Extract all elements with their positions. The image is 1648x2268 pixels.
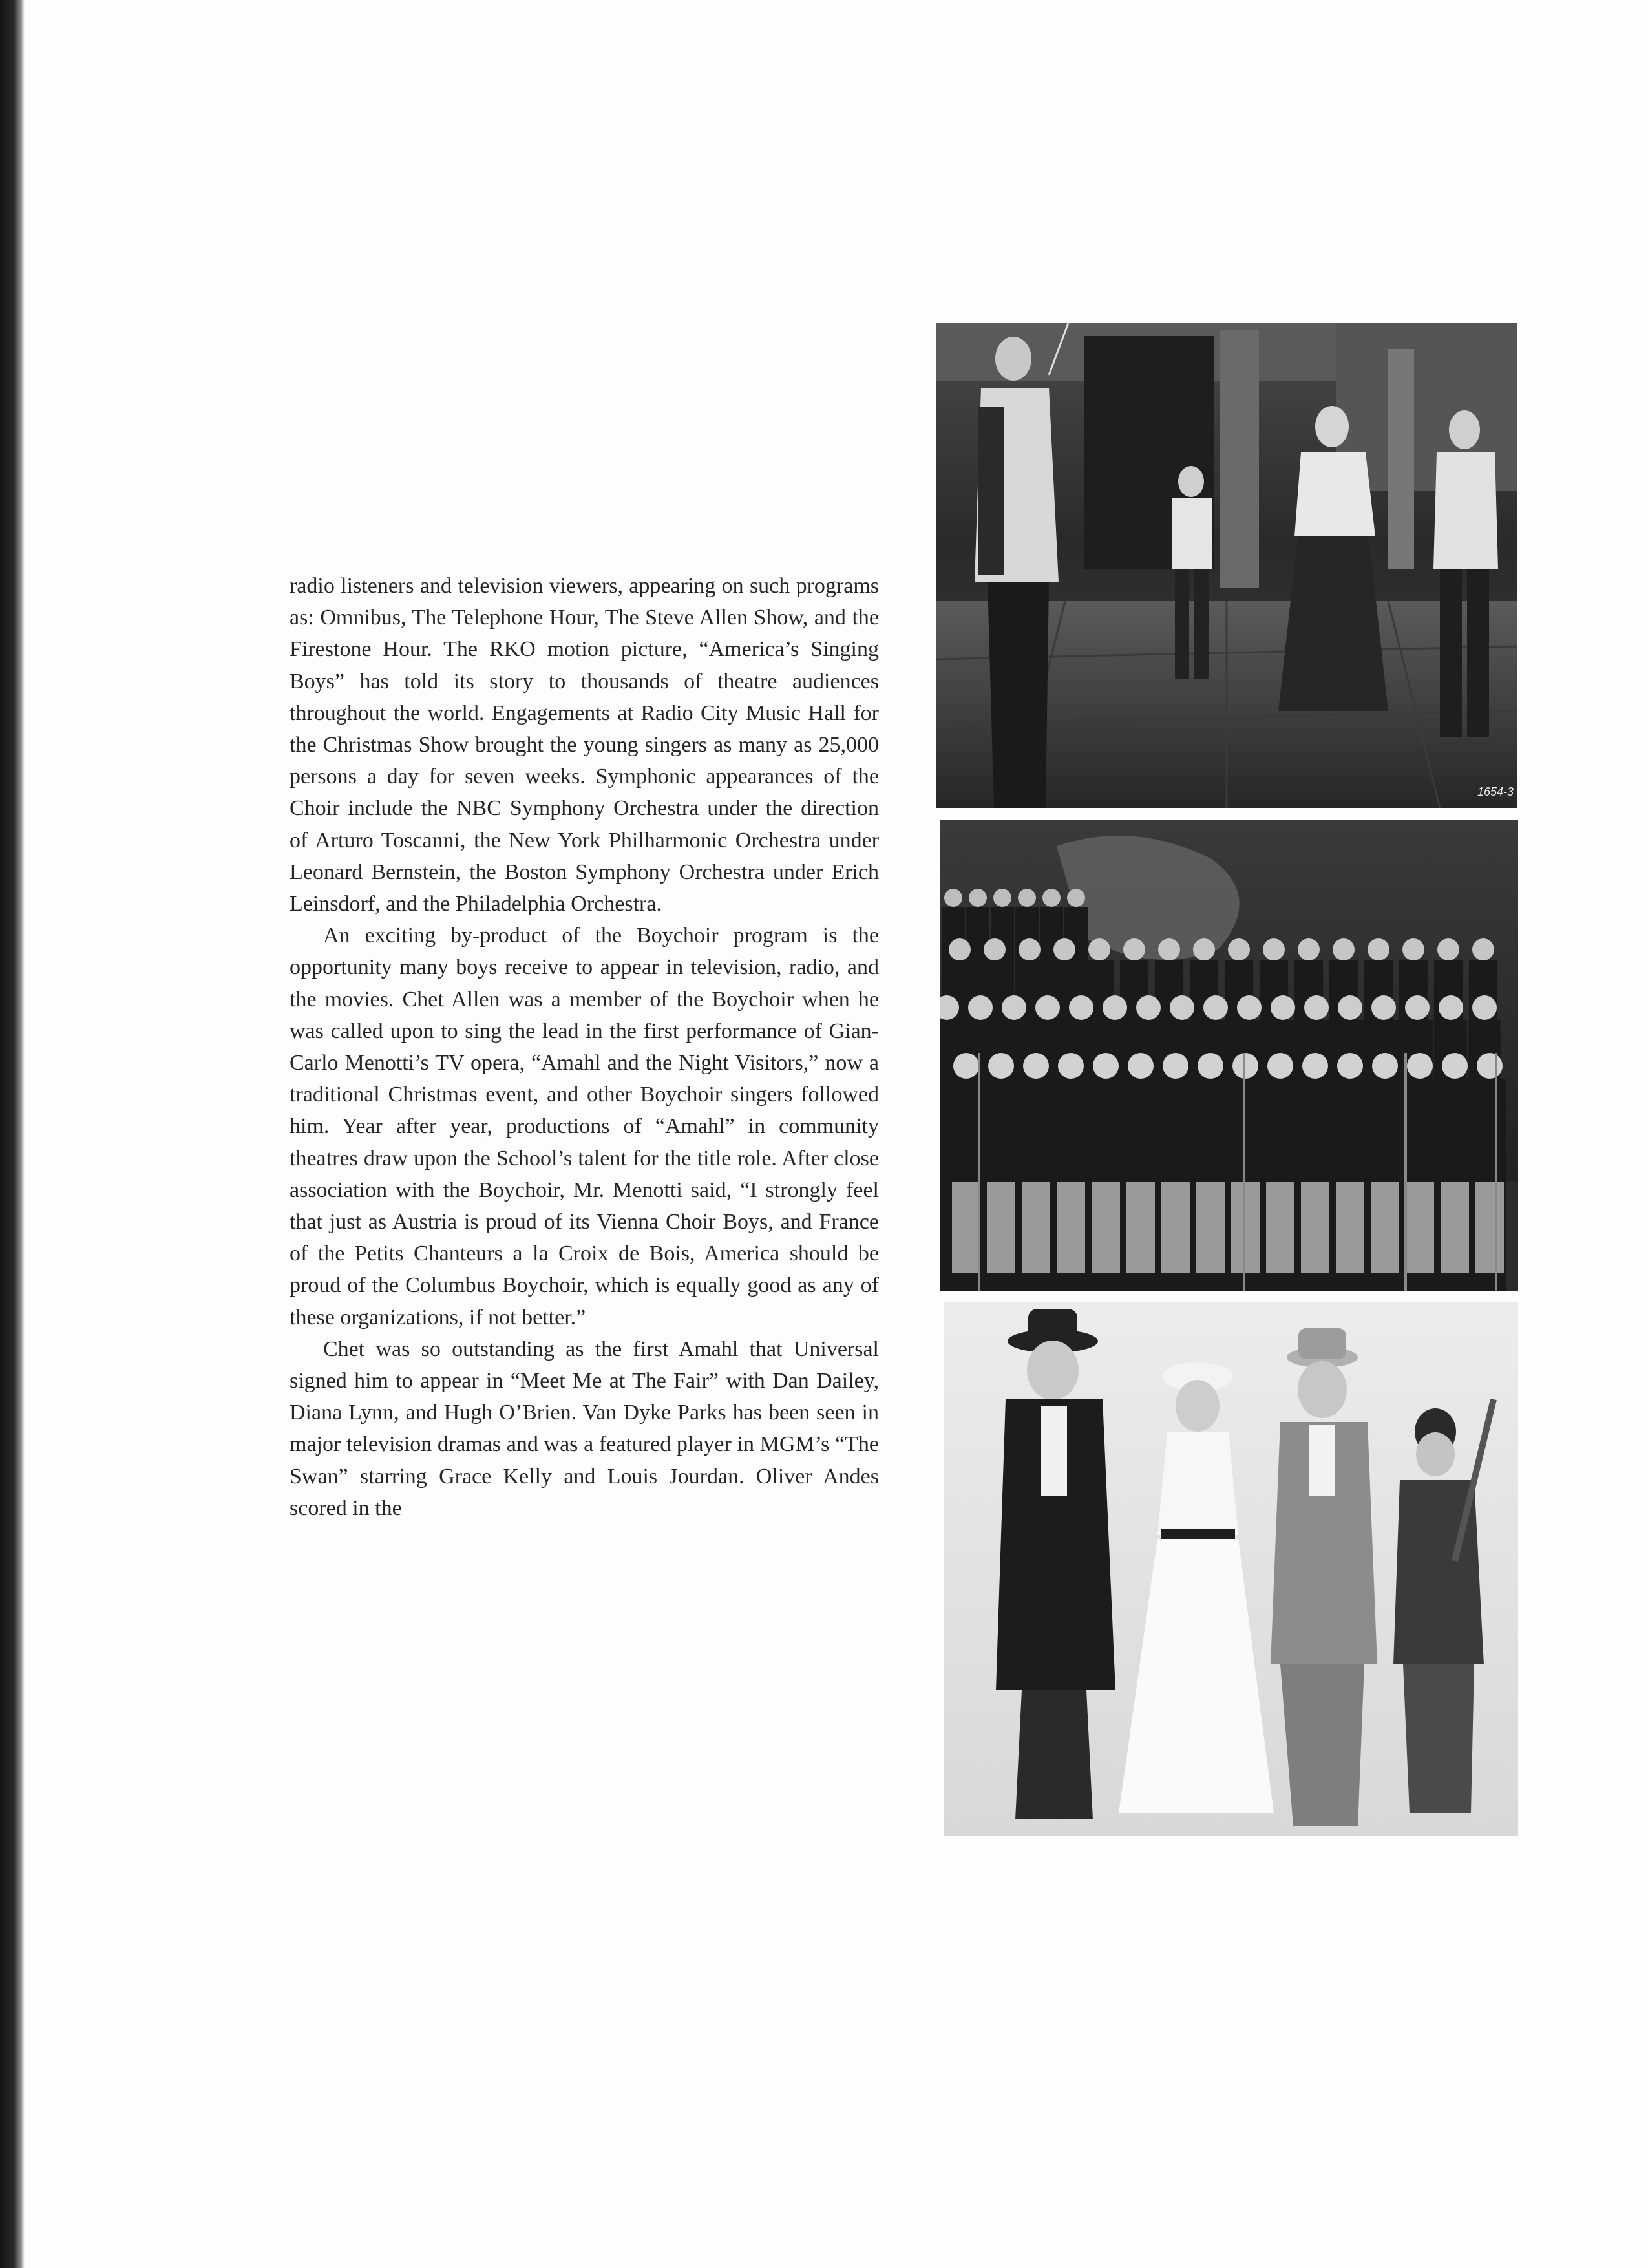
choir-singer — [1124, 1053, 1157, 1291]
choir-singer — [1403, 1053, 1437, 1291]
body-text-column — [290, 570, 879, 1524]
choir-singer — [1263, 1053, 1297, 1291]
scan-edge-shadow — [0, 0, 25, 2268]
choir-singer — [984, 1053, 1018, 1291]
photo-film-cast — [944, 1302, 1518, 1836]
choir-singer — [1019, 1053, 1053, 1291]
choir-singer — [1473, 1053, 1506, 1291]
paragraph-amahl: An exciting by-product of the Boychoir program is the opportunity many boys receive to appear in television, radio, and the movies. Chet Allen was a member of the Boychoir when he was called upon to sing the lead in the first performance of Gian-Carlo Menotti’s TV opera, “Amahl and the Night Visitors,” now a traditional Christmas event, and other Boychoir singers followed him. Year after year, productions of “Amahl” in community theatres draw upon the School’s talent for the title role. After close association with the Boychoir, Mr. Menotti said, “I strongly feel that just as Austria is proud of its Vienna Choir Boys, and France of the Petits Chanteurs a la Croix de Bois, America should be proud of the Columbus Boychoir, which is equally good as any of these organizations, if not better.” — [290, 924, 879, 1330]
paragraph-broadcast-appearances: radio listeners and television viewers, appearing on such programs as: Omnibus, The Telephone Hour, The Steve Allen Show, and the Firestone Hour. The RKO motion picture, “America’s Singing Boys” has told its story to thousands of theatre audiences throughout the world. Engagements at Radio City Music Hall for the Christmas Show brought the young singers as many as 25,000 persons a day for seven weeks. Symphonic appearances of the Choir include the NBC Symphony Orchestra under the direction of Arturo Toscanni, the New York Philharmonic Orchestra under Leonard Bernstein, the Boston Symphony Orchestra under Erich Leinsdorf, and the Philadelphia Orchestra. — [290, 574, 879, 917]
choir-singer — [1438, 1053, 1472, 1291]
photo-choir-stage — [940, 820, 1518, 1291]
choir-singer — [1368, 1053, 1402, 1291]
photo-swan-scene — [936, 323, 1517, 808]
choir-singer — [1298, 1053, 1332, 1291]
choir-singer — [1333, 1053, 1367, 1291]
choir-singer — [1159, 1053, 1192, 1291]
photo-swan-scene-image — [936, 323, 1517, 808]
choir-singer — [1194, 1053, 1227, 1291]
negative-number: 1654-3 — [1477, 785, 1514, 798]
photo-film-cast-image — [944, 1302, 1518, 1836]
choir-singer — [1089, 1053, 1123, 1291]
photo-choir-stage-image — [940, 820, 1518, 1291]
choir-singer — [1054, 1053, 1088, 1291]
paragraph-film-roles: Chet was so outstanding as the first Amahl that Universal signed him to appear in “Meet Me at The Fair” with Dan Dailey, Diana Lynn, and Hugh O’Brien. Van Dyke Parks has been seen in major television dramas and was a featured player in MGM’s “The Swan” starring Grace Kelly and Louis Jourdan. Oliver Andes scored in the — [290, 1337, 879, 1520]
